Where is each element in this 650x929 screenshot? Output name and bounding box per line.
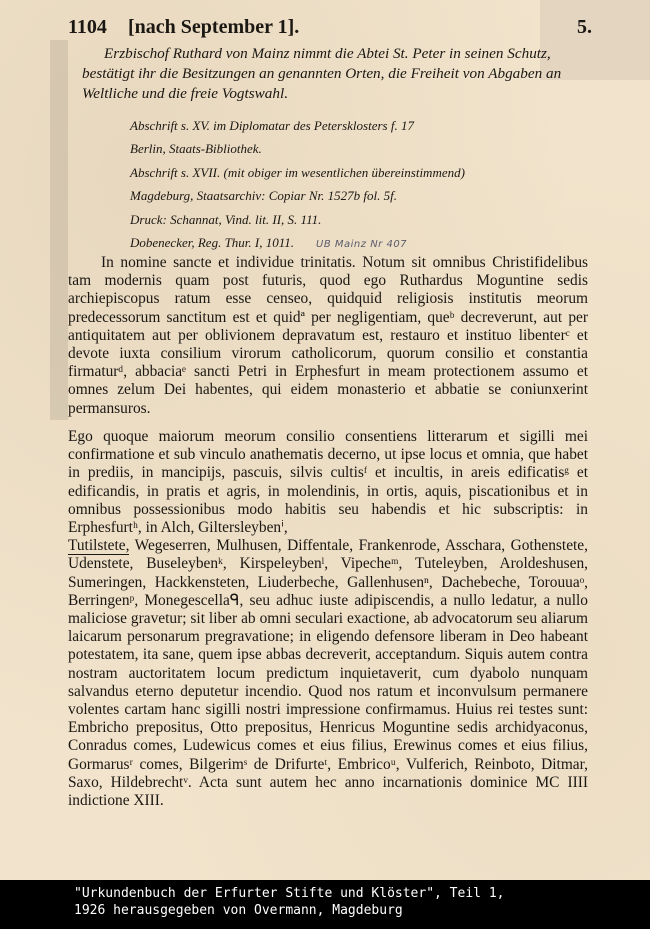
caption-line-2: 1926 herausgegeben von Overmann, Magdeburg: [74, 903, 403, 918]
document-date: [nach September 1].: [128, 16, 300, 38]
source-line: Abschrift s. XVII. (mit obiger im wesentlichen übereinstimmend): [130, 164, 465, 180]
paragraph-text: Ego quoque maiorum meorum consilio consentiens litterarum et sigilli mei confirmatione et sub vinculo anathematis decerno, ut ipse locus et omnia, que habet in prediis, in mancipijs, pascuis, silvis cultisᶠ et incultis, in areis edificatisᵍ et edificandis, in pratis et agris, in molendinis, in ortis, aquis, piscationibus et in omnibus possessionibus modo habitis seu habendis et hic subscriptis: in Erphesfurtʰ, in Alch, Giltersleybenⁱ,: [68, 428, 588, 537]
caption-footer: [0, 880, 650, 929]
handwritten-note: UB Mainz Nr 407: [316, 238, 408, 250]
document-header: [68, 14, 592, 44]
source-list: [130, 114, 600, 254]
source-line: Berlin, Staats-Bibliothek.: [130, 141, 262, 157]
paragraph-text: Wegeserren, Mulhusen, Diffentale, Frankenrode, Asschara, Gothenstete, Udenstete, Buseleybenᵏ, Kirspeleybenˡ, Vipecheᵐ, Tuteleyben, Aroldeshusen, Sumeringen, Hackkensteten, Liuderbeche, Gallenhusenⁿ, Dachebeche, Torouuaᵒ, Berringenᵖ, Monegescellaᑫ, seu adhuc iuste adipiscendis, a nullo ledatur, a nullo maliciose gravetur; sit liber ab omni seculari exactione, ab advocatorum seu aliarum laicarum personarum pregravatione; in eligendo defensore liberam in Deo habeant potestatem, ita sane, quem ipse abbas decreverit, acceptandum. Siquis autem contra nostram auctoritatem locum predictum inquietaverit, cum dyabolo nunquam salvandus eterno deputetur incendio. Quod nos ratum et inconvulsum permanere volentes cartam hanc sigilli nostri impressione confirmamus. Huius rei testes sunt: Embricho prepositus, Otto prepositus, Henricus Moguntine sedis archidyaconus, Conradus comes, Ludewicus comes et eius filius, Erewinus comes et eius filius, Gormarusʳ comes, Bilgerimˢ de Drifurteᵗ, Embricoᵘ, Vulferich, Reinboto, Ditmar, Saxo, Hildebrechtᵛ. Acta sunt autem hec anno incarnationis dominice MC IIII indictione XIII.: [68, 537, 588, 810]
page-number: 5.: [577, 16, 592, 38]
charter-paragraph-1: In nomine sancte et individue trinitatis. Notum sit omnibus Christifidelibus tam modernis quam post futuris, quod ego Ruthardus Moguntine sedis archiepiscopus ratum esse censeo, quidquid religiosis institutis meorum predecessorum sanctitum est et quidª per negligentiam, queᵇ decreverunt, aut per antiquitatem aut per oblivionem depravatum est, restauro et instituo libenterᶜ et devote iuxta consilium virorum catholicorum, quorum consilio et constantia firmaturᵈ, abbaciaᵉ sancti Petri in Erphesfurt in meam protectionem assumo et omnes zelum Dei habentes, qui eidem monasterio et abbatie se coniunxerint permansuros.: [68, 254, 588, 417]
source-line: Abschrift s. XV. im Diplomatar des Petersklosters f. 17: [130, 118, 414, 133]
scan-shadow-left: [50, 40, 68, 420]
caption-line-1: "Urkundenbuch der Erfurter Stifte und Klöster", Teil 1,: [74, 886, 505, 901]
document-number: 1104: [68, 16, 107, 38]
regest-summary: Erzbischof Ruthard von Mainz nimmt die Abtei St. Peter in seinen Schutz, bestätigt ihr die Besitzungen an genannten Orten, die Freiheit von Abgaben an Weltliche und die freie Vogtswahl.: [82, 45, 562, 102]
source-text: Dobenecker, Reg. Thur. I, 1011.: [130, 234, 295, 250]
source-line: Druck: Schannat, Vind. lit. II, S. 111.: [130, 211, 322, 227]
source-line-with-note: [130, 231, 600, 254]
source-line: Magdeburg, Staatsarchiv: Copiar Nr. 1527b fol. 5f.: [130, 188, 397, 204]
underlined-place-name: Tutilstete,: [68, 537, 130, 555]
charter-paragraph-2: [68, 428, 588, 810]
